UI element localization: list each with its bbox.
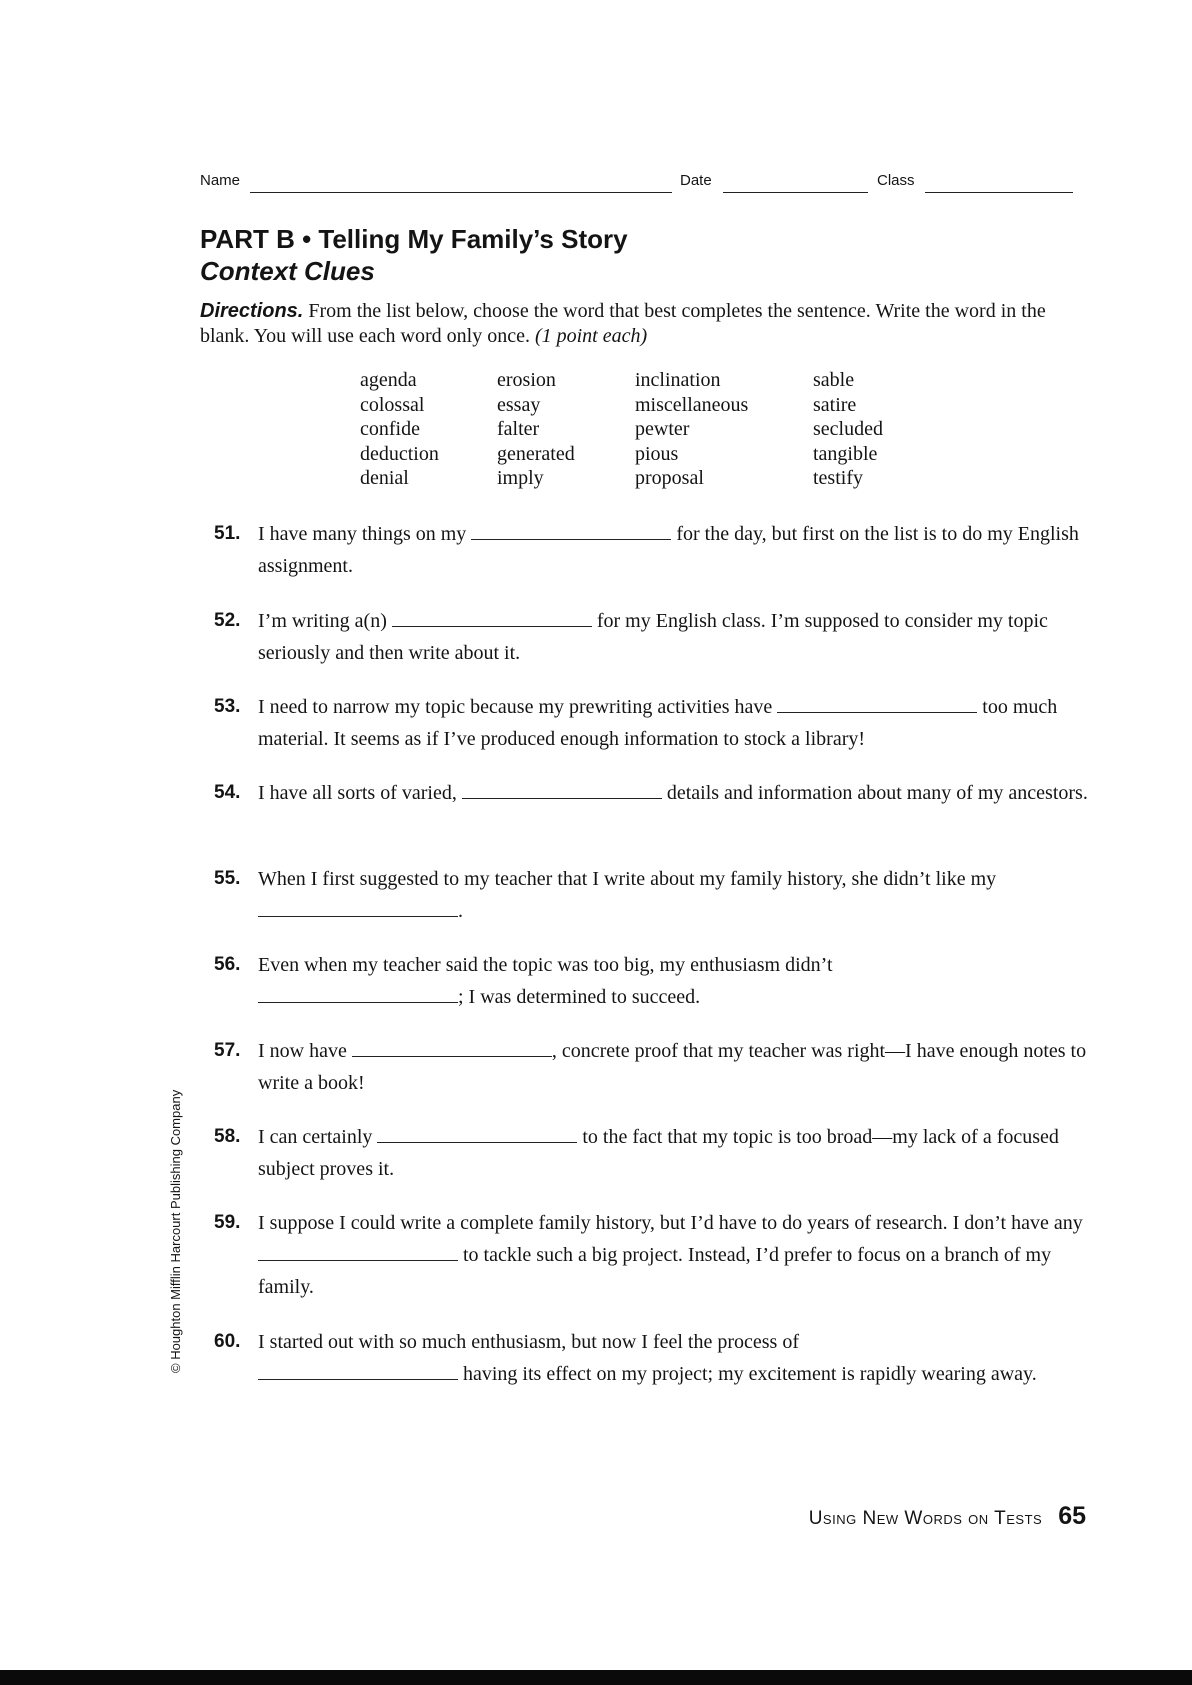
question-text-before: I need to narrow my topic because my prewriting activities have (258, 696, 773, 718)
question-text-before: Even when my teacher said the topic was too big, my enthusiasm didn’t (258, 954, 833, 976)
answer-blank[interactable] (258, 1242, 458, 1261)
bottom-border (0, 1670, 1192, 1685)
answer-blank[interactable] (352, 1038, 552, 1057)
word-bank-item: pious (635, 442, 679, 465)
word-bank-item: tangible (813, 442, 878, 465)
page-number: 65 (1058, 1502, 1086, 1530)
answer-blank[interactable] (471, 521, 671, 540)
answer-blank[interactable] (392, 608, 592, 627)
question-text-after: to the fact that my topic is too broad—my lack of a focused subject proves it. (258, 1126, 1059, 1180)
question-58 (214, 1121, 1094, 1185)
question-text-before: I can certainly (258, 1126, 373, 1148)
answer-blank[interactable] (462, 780, 662, 799)
question-54 (214, 777, 1094, 809)
question-text-after: . (458, 900, 463, 922)
question-text-after: for the day, but first on the list is to do my English assignment. (258, 523, 1079, 577)
word-bank-item: miscellaneous (635, 393, 749, 416)
question-number: 55. (214, 868, 241, 889)
question-text-before: I now have (258, 1040, 347, 1062)
question-text-after: to tackle such a big project. Instead, I’d prefer to focus on a branch of my family. (258, 1244, 1052, 1298)
question-53 (214, 691, 1094, 755)
word-bank-item: falter (497, 418, 540, 440)
word-bank-item: erosion (497, 369, 556, 391)
date-field[interactable] (723, 192, 868, 193)
answer-blank[interactable] (258, 984, 458, 1003)
word-bank-item: agenda (360, 369, 417, 391)
question-text-after: details and information about many of my ancestors. (666, 782, 1088, 804)
directions-label: Directions. (200, 300, 304, 322)
page-footer (809, 1502, 1086, 1531)
copyright-notice: © Houghton Mifflin Harcourt Publishing Company (168, 1089, 183, 1373)
question-number: 51. (214, 523, 241, 544)
question-text-before: I’m writing a(n) (258, 610, 387, 632)
class-field[interactable] (925, 192, 1073, 193)
question-60 (214, 1326, 1094, 1390)
question-text-after: ; I was determined to succeed. (458, 986, 701, 1008)
question-text-before: I have all sorts of varied, (258, 782, 457, 804)
question-text-after: having its effect on my project; my excitement is rapidly wearing away. (463, 1363, 1037, 1385)
directions-text: From the list below, choose the word that best completes the sentence. Write the word in the blank. You will use each word only once. (200, 300, 1046, 347)
word-bank-column-1 (360, 368, 439, 491)
word-bank-item: proposal (635, 467, 704, 489)
word-bank-item: deduction (360, 442, 439, 465)
word-bank-item: colossal (360, 393, 425, 416)
question-57 (214, 1035, 1094, 1099)
answer-blank[interactable] (777, 694, 977, 713)
word-bank-item: testify (813, 467, 863, 489)
directions-points: (1 point each) (534, 325, 648, 347)
page-title: PART B • Telling My Family’s Story (200, 224, 628, 254)
word-bank-column-4 (813, 368, 883, 491)
answer-blank[interactable] (258, 1361, 458, 1380)
word-bank-column-3 (635, 368, 748, 491)
question-text-before: I started out with so much enthusiasm, but now I feel the process of (258, 1331, 799, 1353)
answer-blank[interactable] (258, 898, 458, 917)
word-bank-item: imply (497, 467, 544, 489)
word-bank-item: pewter (635, 418, 690, 440)
question-55 (214, 863, 1094, 927)
question-text-before: I suppose I could write a complete family history, but I’d have to do years of research. I don’t have any (258, 1212, 1083, 1234)
question-text-before: When I first suggested to my teacher that I write about my family history, she didn’t like my (258, 868, 997, 890)
question-56 (214, 949, 1094, 1013)
word-bank-item: secluded (813, 418, 883, 440)
question-number: 58. (214, 1126, 241, 1147)
question-number: 52. (214, 610, 241, 631)
question-text-after: too much material. It seems as if I’ve produced enough information to stock a library! (258, 696, 1058, 750)
word-bank-item: essay (497, 393, 541, 416)
question-59 (214, 1207, 1094, 1303)
word-bank-column-2 (497, 368, 575, 491)
directions (200, 299, 1090, 349)
question-number: 60. (214, 1331, 241, 1352)
name-label: Name (200, 172, 241, 189)
answer-blank[interactable] (377, 1124, 577, 1143)
page-subtitle: Context Clues (200, 256, 375, 286)
word-bank-item: generated (497, 442, 575, 465)
word-bank-item: sable (813, 369, 855, 391)
question-number: 54. (214, 782, 241, 803)
question-51 (214, 518, 1094, 582)
question-text-before: I have many things on my (258, 523, 467, 545)
question-number: 59. (214, 1212, 241, 1233)
word-bank-item: satire (813, 393, 857, 416)
name-field[interactable] (250, 192, 672, 193)
class-label: Class (877, 172, 915, 189)
date-label: Date (680, 172, 712, 189)
word-bank-item: denial (360, 467, 409, 489)
question-text-after: , concrete proof that my teacher was right—I have enough notes to write a book! (258, 1040, 1087, 1094)
question-number: 53. (214, 696, 241, 717)
word-bank-item: confide (360, 418, 420, 440)
question-number: 56. (214, 954, 241, 975)
footer-label: Using New Words on Tests (808, 1508, 1043, 1529)
question-52 (214, 605, 1094, 669)
question-number: 57. (214, 1040, 241, 1061)
word-bank-item: inclination (635, 369, 721, 391)
question-text-after: for my English class. I’m supposed to consider my topic seriously and then write about it. (258, 610, 1048, 664)
